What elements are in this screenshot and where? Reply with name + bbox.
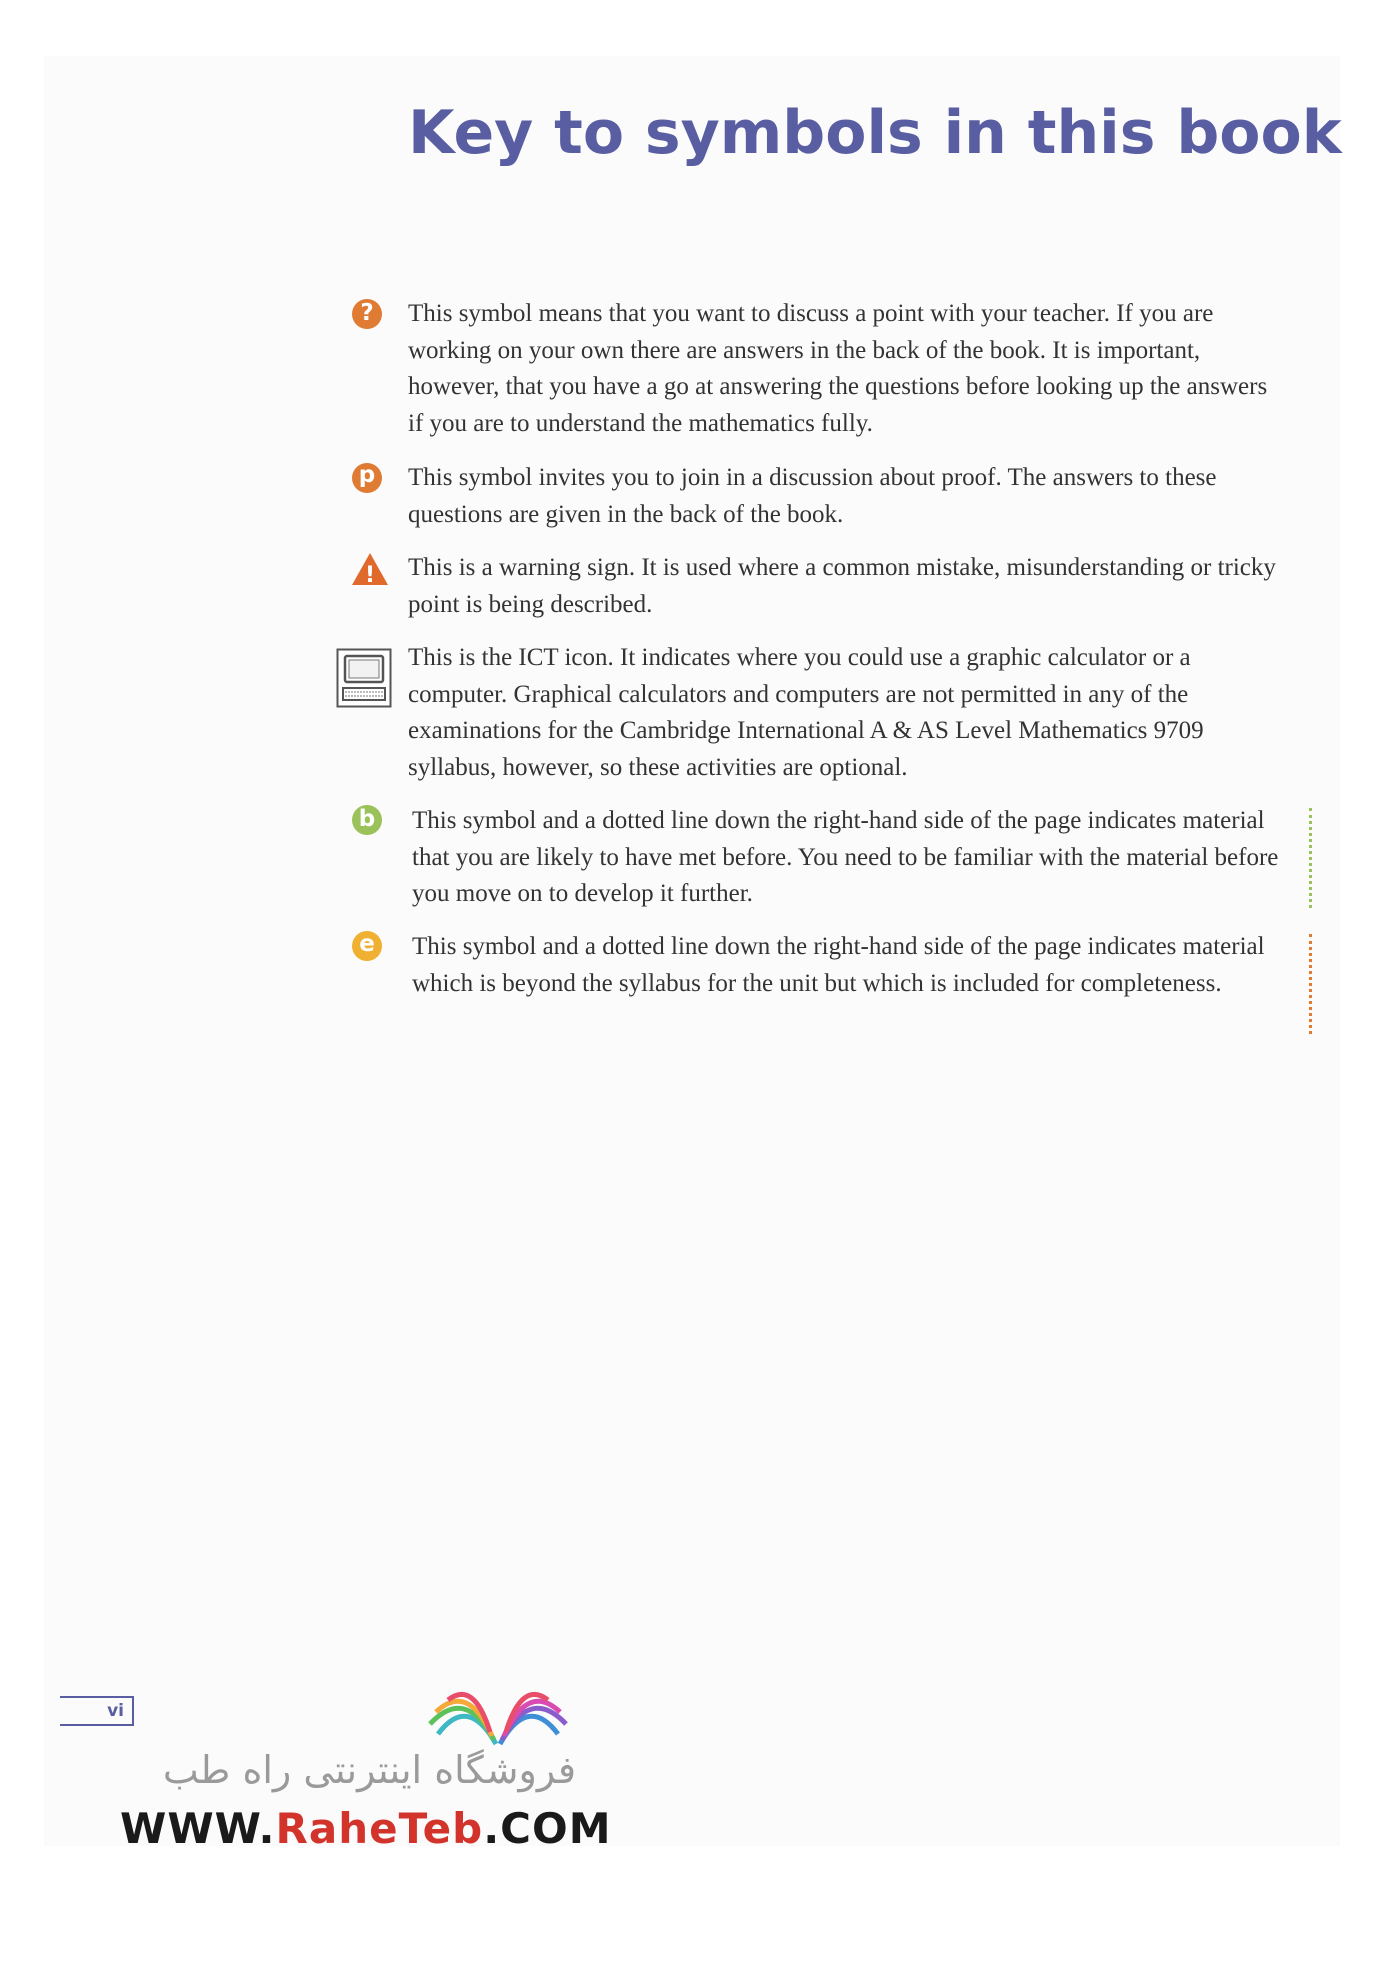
before-dotted-line <box>1309 808 1312 908</box>
entry-extension-text: This symbol and a dotted line down the right-hand side of the page indicates material which is beyond the syllabus for the unit but which is included for completeness. <box>412 933 1265 997</box>
question-icon: ? <box>352 299 382 329</box>
warning-glyph: ! <box>364 563 376 587</box>
entry-warning-text: This is a warning sign. It is used where a common mistake, misunderstanding or tricky point is being described. <box>408 554 1276 618</box>
computer-icon <box>336 648 392 708</box>
watermark-url[interactable] <box>120 1804 612 1853</box>
entry-proof-text: This symbol invites you to join in a discussion about proof. The answers to these questions are given in the back of the book. <box>408 464 1217 528</box>
before-icon: b <box>352 805 382 835</box>
page-title: Key to symbols in this book <box>408 98 1342 168</box>
warning-icon <box>350 551 390 587</box>
proof-icon: p <box>352 463 382 493</box>
entry-before-text: This symbol and a dotted line down the right-hand side of the page indicates material that you are likely to have met before. You need to be familiar with the material before you move on to develop it further. <box>412 807 1279 907</box>
entry-ict-text: This is the ICT icon. It indicates where you could use a graphic calculator or a computer. Graphical calculators and computers are not permitted in any of the examinations for the Cambridge International A & AS Level Mathematics 9709 syllabus, however, so these activities are optional. <box>408 644 1204 781</box>
watermark-url-suffix: .COM <box>483 1804 612 1853</box>
watermark-url-brand: RaheTeb <box>275 1804 484 1853</box>
extension-dotted-line <box>1309 934 1312 1034</box>
watermark-persian: فروشگاه اینترنتی راه طب <box>162 1748 576 1792</box>
entry-discuss-text: This symbol means that you want to discuss a point with your teacher. If you are working on your own there are answers in the back of the book. It is important, however, that you have a go at answering the questions before looking up the answers if you are to understand the mathematics fully. <box>408 300 1268 437</box>
watermark-url-prefix: WWW. <box>120 1804 276 1853</box>
book-logo <box>418 1664 578 1754</box>
page-number: vi <box>60 1696 134 1726</box>
extension-icon: e <box>352 931 382 961</box>
